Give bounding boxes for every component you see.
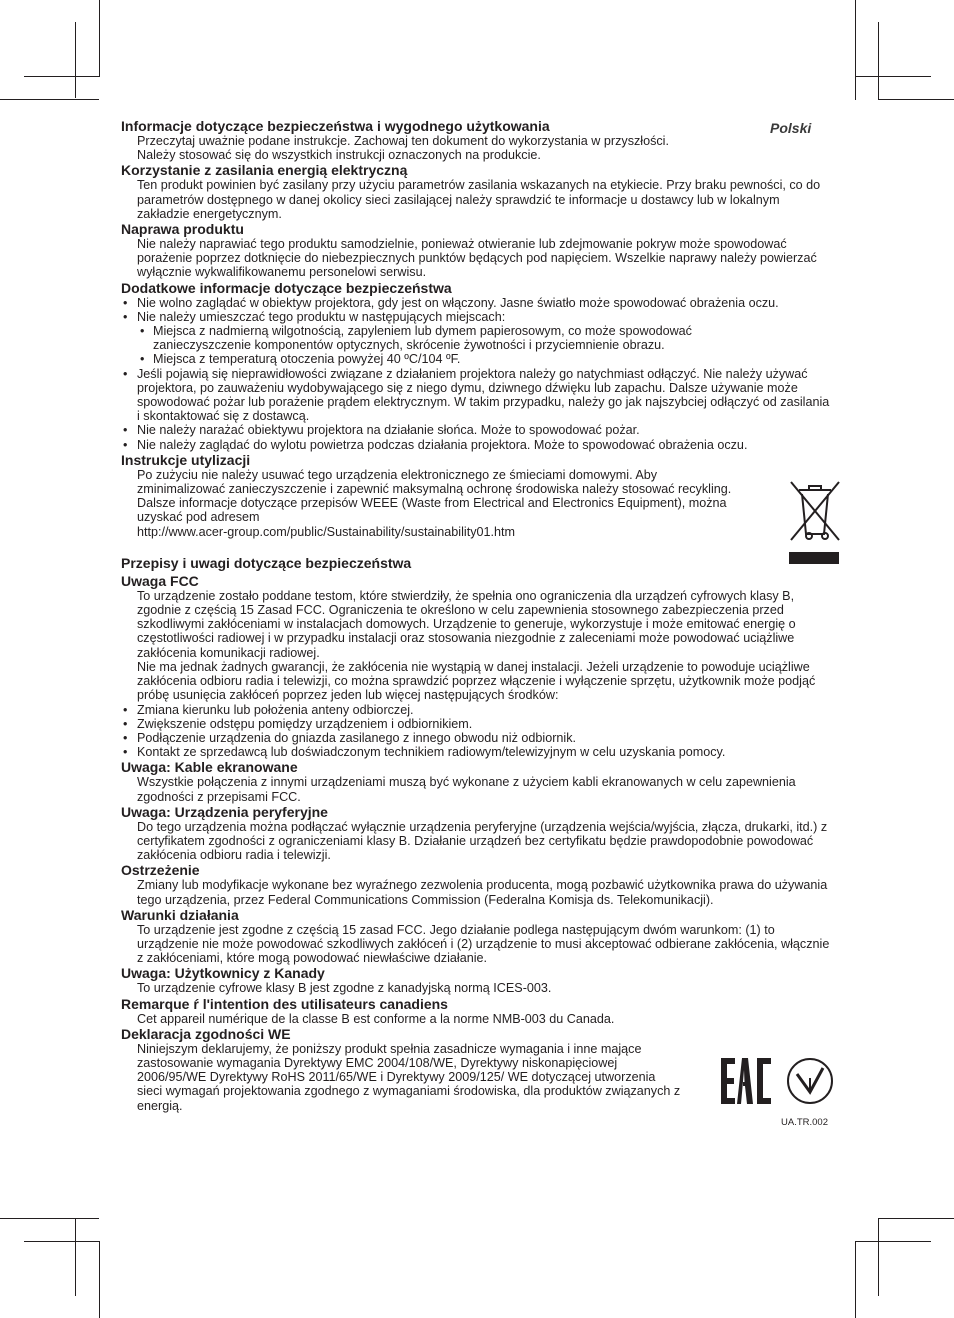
list-item: • Jeśli pojawią się nieprawidłowości związane z działaniem projektora należy go natychmiast odłączyć. Nie należy używać projektora, po zauważeniu wydobywającego się z niego dymu, dziwnego dźwięku lub zapachu. Dalsze używanie może spowodować pożar lub porażenie prądem elektrycznym. W takim przypadku, należy go jak najszybciej odłączyć od zasilania i skontaktować się z dostawcą. (121, 367, 833, 424)
list-item: • Miejsca z nadmierną wilgotnością, zapyleniem lub dymem papierosowym, co może spowodować zanieczyszczenie komponentów optycznych, skrócenie żywotności i przyciemnienie obrazu. (121, 324, 763, 352)
crop-mark (0, 1218, 99, 1219)
list-item: • Kontakt ze sprzedawcą lub doświadczonym technikiem radiowym/telewizyjnym w celu uzyskania pomocy. (121, 745, 833, 759)
bullet-list (121, 703, 833, 760)
paragraph: Zmiany lub modyfikacje wykonane bez wyraźnego zezwolenia producenta, mogą pozbawić użytkownika prawa do używania tego urządzenia, przez Federal Communications Commission (Federalna Komisja ds. Telekomunikacji). (137, 878, 828, 907)
paragraph: Należy stosować się do wszystkich instrukcji oznaczonych na produkcie. (137, 148, 541, 163)
section-heading: Instrukcje utylizacji (121, 451, 251, 468)
document-body (121, 118, 833, 1128)
crop-mark (99, 1241, 100, 1318)
crop-mark (855, 0, 856, 100)
section-heading: Deklaracja zgodności WE (121, 1025, 291, 1042)
language-label: Polski (770, 120, 812, 136)
ukrainian-conformity-mark-icon (785, 1056, 835, 1106)
crop-mark (878, 1218, 954, 1219)
crop-mark (24, 76, 100, 77)
bullet-list (121, 296, 833, 452)
paragraph: Wszystkie połączenia z innymi urządzeniami muszą być wykonane z użyciem kabli ekranowanych w celu zapewnienia zgodności z przepisami FCC. (137, 775, 796, 804)
certification-marks (719, 1056, 843, 1126)
crop-mark (75, 1218, 76, 1296)
section-heading: Naprawa produktu (121, 221, 244, 238)
paragraph: To urządzenie jest zgodne z częścią 15 zasad FCC. Jego działanie podlega następującym dwóm warunkom: (1) to urządzenie nie może powodować szkodliwych zakłóceń i (2) urządzenie to musi akceptować odbierane zakłócenia, włącznie z zakłóceniami, które mogą powodować niewłaściwe działanie. (137, 922, 830, 966)
crop-mark (24, 1241, 100, 1242)
list-item: • Miejsca z temperaturą otoczenia powyżej 40 ºC/104 ºF. (121, 352, 833, 366)
crop-mark (855, 1241, 856, 1318)
section-heading: Uwaga FCC (121, 572, 199, 589)
crop-mark (855, 1241, 931, 1242)
section-heading: Uwaga: Użytkownicy z Kanady (121, 965, 325, 982)
list-item: • Nie należy zaglądać do wylotu powietrza podczas działania projektora. Może to spowodować obrażenia oczu. (121, 438, 833, 452)
eac-mark-icon (719, 1056, 773, 1106)
crop-mark (99, 0, 100, 76)
section-heading: Warunki działania (121, 906, 239, 923)
paragraph: Nie należy naprawiać tego produktu samodzielnie, ponieważ otwieranie lub zdejmowanie pokryw może spowodować porażenie poprzez dotknięcie do niebezpiecznych punktów będących pod napięciem. Wszelkie naprawy należy powierzać wyłącznie wykwalifikowanemu personelowi serwisu. (137, 237, 817, 280)
crop-mark (855, 76, 931, 77)
sub-list (121, 324, 833, 367)
section-heading: Informacje dotyczące bezpieczeństwa i wygodnego użytkowania (121, 118, 550, 134)
crop-mark (0, 99, 99, 100)
paragraph: Cet appareil numérique de la classe B est conforme a la norme NMB-003 du Canada. (137, 1011, 615, 1026)
paragraph: To urządzenie zostało poddane testom, które stwierdziły, że spełnia ono ograniczenia dla urządzeń cyfrowych klasy B, zgodnie z częścią 15 Zasad FCC. Ograniczenia te określono w celu zapewnienia stosownego zabezpieczenia przed szkodliwymi zakłóceniami w instalacjach domowych. Urządzenie to generuje, wykorzystuje i może emitować energię o częstotliwości radiowej i w przypadku instalacji oraz stosowania niezgodnie z zaleceniami może powodować uciążliwe zakłócenia komunikacji radiowej. (137, 588, 796, 660)
paragraph: Nie ma jednak żadnych gwarancji, że zakłócenia nie wystąpią w danej instalacji. Jeżeli urządzenie to powoduje uciążliwe zakłócenia odbioru radia i telewizji, co można sprawdzić poprzez włączenie i wyłączenie sprzętu, użytkownik może podjąć próbę usunięcia zakłóceń poprzez jeden lub więcej następujących środków: (137, 659, 816, 703)
paragraph: Ten produkt powinien być zasilany przy użyciu parametrów zasilania wskazanych na etykiecie. Przy braku pewności, co do parametrów dostępnego w danej okolicy sieci zasilającej należy sprawdzić te informacje u dostawcy lub w lokalnym zakładzie energetycznym. (137, 178, 821, 221)
crop-mark (878, 22, 879, 100)
ua-tr-label: UA.TR.002 (781, 1116, 828, 1128)
paragraph: Niniejszym deklarujemy, że poniższy produkt spełnia zasadnicze wymagania i inne mające zastosowanie wymagania Dyrektywy EMC 2004/108/WE, Dyrektywy niskonapięciowej 2006/95/WE Dyrektywy RoHS 2011/65/WE i Dyrektywy 2009/125/ WE dotyczącej utworzenia sieci wymagań projektowania zgodnego z wymaganiami środowiska, dla produktów związanych z energią. (137, 1041, 681, 1113)
crop-mark (878, 1218, 879, 1296)
list-item-text: Nie należy umieszczać tego produktu w następujących miejscach: (137, 309, 506, 324)
weee-crossed-bin-icon (785, 474, 845, 566)
list-item: • Zwiększenie odstępu pomiędzy urządzeniem i odbiornikiem. (121, 717, 833, 731)
section-heading: Dodatkowe informacje dotyczące bezpieczeństwa (121, 279, 452, 296)
paragraph: Po zużyciu nie należy usuwać tego urządzenia elektronicznego ze śmieciami domowymi. Aby zminimalizować zanieczyszczenie i zapewnić maksymalną ochronę środowiska należy stosować recykling. Dalsze informacje dotyczące przepisów WEEE (Waste from Electrical and Electronics Equipment), można uzyskać pod adresem (137, 467, 732, 525)
paragraph: To urządzenie cyfrowe klasy B jest zgodne z kanadyjską normą ICES-003. (137, 981, 552, 996)
section-heading: Uwaga: Kable ekranowane (121, 759, 298, 776)
section-heading: Przepisy i uwagi dotyczące bezpieczeństwa (121, 554, 412, 571)
list-item: • Nie wolno zaglądać w obiektyw projektora, gdy jest on włączony. Jasne światło może spowodować obrażenia oczu. (121, 296, 833, 310)
section-heading: Uwaga: Urządzenia peryferyjne (121, 803, 328, 820)
paragraph: Przeczytaj uważnie podane instrukcje. Zachowaj ten dokument do wykorzystania w przyszłości. (137, 134, 669, 148)
url-text: http://www.acer-group.com/public/Sustainability/sustainability01.htm (137, 524, 515, 539)
crop-mark (878, 99, 954, 100)
list-item: • Nie należy narażać obiektywu projektora na działanie słońca. Może to spowodować pożar. (121, 423, 833, 437)
section-heading: Remarque ŕ l'intention des utilisateurs canadiens (121, 995, 448, 1012)
section-heading: Korzystanie z zasilania energią elektryczną (121, 162, 408, 179)
list-item: • Zmiana kierunku lub położenia anteny odbiorczej. (121, 703, 833, 717)
crop-mark (75, 22, 76, 98)
list-item: • Podłączenie urządzenia do gniazda zasilanego z innego obwodu niż odbiornik. (121, 731, 833, 745)
section-heading: Ostrzeżenie (121, 862, 200, 879)
paragraph: Do tego urządzenia można podłączać wyłącznie urządzenia peryferyjne (urządzenia wejścia/wyjścia, złącza, drukarki, itd.) z certyfikatem zgodności z ograniczeniami klasy B. Działanie urządzeń bez certyfikatu będzie prawdopodobnie powodować zakłócenia odbioru radia i telewizji. (137, 819, 828, 863)
list-item (121, 310, 833, 367)
